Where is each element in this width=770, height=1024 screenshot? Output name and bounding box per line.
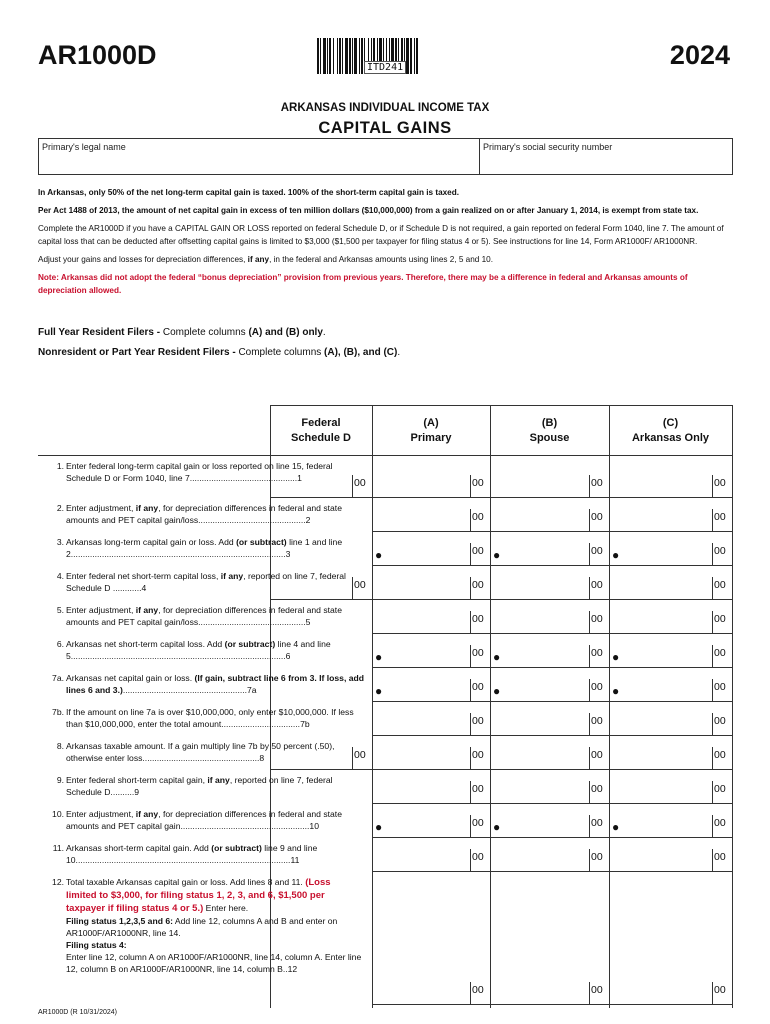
note-adjust: Adjust your gains and losses for depreciation differences, if any, in the federal and Arkansas amounts using lines 2, 5 and 10. (38, 255, 493, 264)
col-c-amount-field[interactable]: 00 (714, 749, 726, 761)
col-a-amount-field[interactable]: 00 (472, 749, 484, 761)
col-a-amount-field[interactable]: 00 (472, 783, 484, 795)
barcode-code: ITD241 (364, 61, 406, 74)
line-number: 7a. (52, 673, 64, 683)
cents-divider (712, 475, 713, 497)
form-footer: AR1000D (R 10/31/2024) (38, 1009, 117, 1016)
cents-divider (712, 713, 713, 735)
cents-divider (470, 747, 471, 769)
col-c-amount-field[interactable]: 00 (714, 647, 726, 659)
entry-rule (372, 497, 490, 498)
col-c-amount-field[interactable]: 00 (714, 851, 726, 863)
entry-rule (270, 769, 372, 770)
bullet-marker: ● (612, 650, 620, 664)
cents-divider (589, 509, 590, 531)
tax-year: 2024 (669, 40, 730, 70)
cents-divider (589, 713, 590, 735)
form-subtitle: ARKANSAS INDIVIDUAL INCOME TAX (280, 102, 490, 114)
cents-divider (470, 543, 471, 565)
note-complete: Complete the AR1000D if you have a CAPITAL GAIN OR LOSS reported on federal Schedule D, or if Schedule D is not required, a gain reported on federal Form 1040, line 7. The amount of capital loss that can be deducted after offsetting capital gains is limited to $3,000 ($1,500 per taxpayer for filing status 4 or 5). See instructions for line 14, Form AR1000F/ AR1000NR. (38, 224, 724, 246)
entry-rule (490, 531, 609, 532)
col-a-header: (A) Primary (410, 417, 452, 444)
line-description: Enter federal long-term capital gain or loss reported on line 15, federal Schedule D or Form 1040, line 7.............................................1 (66, 461, 333, 483)
line-number: 5. (56, 605, 64, 615)
col-a-amount-field[interactable]: 00 (472, 545, 484, 557)
col-b-amount-field[interactable]: 00 (591, 783, 603, 795)
line-number: 10. (52, 809, 64, 819)
cents-divider (712, 543, 713, 565)
entry-rule (490, 1004, 609, 1005)
entry-rule (490, 769, 609, 770)
bullet-marker: ● (612, 684, 620, 698)
entry-rule (609, 803, 732, 804)
col-a-amount-field[interactable]: 00 (472, 681, 484, 693)
cents-divider (470, 611, 471, 633)
line-number: 12. (52, 877, 64, 887)
cents-divider (470, 815, 471, 837)
cents-divider (470, 645, 471, 667)
line-number: 11. (52, 843, 64, 853)
cents-divider (470, 577, 471, 599)
col-c-amount-field[interactable]: 00 (714, 511, 726, 523)
cents-divider (352, 747, 353, 769)
col-b-amount-field[interactable]: 00 (591, 715, 603, 727)
cents-divider (352, 475, 353, 497)
bullet-marker: ● (493, 684, 501, 698)
col-b-amount-field[interactable]: 00 (591, 851, 603, 863)
cents-divider (712, 849, 713, 871)
table-top-rule (270, 405, 732, 406)
cents-divider (470, 475, 471, 497)
entry-rule (609, 701, 732, 702)
col-b-amount-field[interactable]: 00 (591, 579, 603, 591)
entry-rule (372, 803, 490, 804)
entry-rule (490, 803, 609, 804)
line-description: Arkansas taxable amount. If a gain multiply line 7b by 50 percent (.50), otherwise enter loss.................................................8 (66, 741, 335, 763)
cents-divider (470, 982, 471, 1004)
entry-rule (609, 667, 732, 668)
note-bonus-depreciation: Note: Arkansas did not adopt the federal “bonus depreciation” provision from previous years. Therefore, there may be a difference in federal and Arkansas amounts of depreciation allowed. (38, 273, 688, 295)
name-ssn-box (38, 138, 733, 175)
col-b-amount-field[interactable]: 00 (591, 511, 603, 523)
line-number: 8. (56, 741, 64, 751)
cents-divider (712, 679, 713, 701)
entry-rule (609, 565, 732, 566)
col-a-amount-field[interactable]: 00 (472, 647, 484, 659)
cents-divider (589, 982, 590, 1004)
entry-rule (372, 599, 490, 600)
cents-divider (589, 747, 590, 769)
entry-rule (372, 531, 490, 532)
bullet-marker: ● (375, 820, 383, 834)
entry-rule (490, 667, 609, 668)
entry-rule (609, 769, 732, 770)
col-b-amount-field[interactable]: 00 (591, 749, 603, 761)
cents-divider (712, 577, 713, 599)
ssn-label: Primary's social security number (483, 142, 613, 152)
line-description: Enter adjustment, if any, for depreciation differences in federal and state amounts and PET capital gain/loss.............................................5 (66, 605, 342, 627)
entry-rule (490, 599, 609, 600)
col-c-amount-field[interactable]: 00 (714, 783, 726, 795)
entry-rule (490, 633, 609, 634)
header-rule (38, 455, 732, 456)
col-a-amount-field[interactable]: 00 (472, 477, 484, 489)
cents-divider (470, 849, 471, 871)
entry-rule (609, 531, 732, 532)
cents-divider (712, 645, 713, 667)
entry-rule (609, 871, 732, 872)
line-description: Arkansas net short-term capital loss. Add (or subtract) line 4 and line 5..........................................................................................6 (66, 639, 331, 661)
line-description: Total taxable Arkansas capital gain or loss. Add lines 8 and 11. (Loss limited to $3,000, for filing status 1, 2, 3, and 6, $1,500 per taxpayer if filing status 4 or 5.) Enter here. Filing status 1,2,3,5 and 6: Add line 12, columns A and B and enter on AR1000F/AR1000NR, line 14. Filing status 4: Enter line 12, column A on AR1000F/AR1000NR, line 14, column A. Enter line 12, column B on AR1000F/AR1000NR, line 14, column B..12 (66, 877, 362, 974)
entry-rule (372, 735, 490, 736)
note-act-1488: Per Act 1488 of 2013, the amount of net capital gain in excess of ten million dollars ($10,000,000) from a gain realized on or after January 1, 2014, is exempt from state tax. (38, 206, 699, 215)
cents-divider (470, 713, 471, 735)
line-number: 4. (56, 571, 64, 581)
cents-divider (589, 475, 590, 497)
cents-divider (589, 577, 590, 599)
col-c-amount-field[interactable]: 00 (714, 681, 726, 693)
cents-divider (589, 781, 590, 803)
entry-rule (372, 565, 490, 566)
cents-divider (470, 679, 471, 701)
col-a-amount-field[interactable]: 00 (472, 984, 484, 996)
cents-divider (589, 815, 590, 837)
col-c-amount-field[interactable]: 00 (714, 715, 726, 727)
col-c-amount-field[interactable]: 00 (714, 613, 726, 625)
col-federal-amount-field[interactable]: 00 (354, 477, 366, 489)
nonresident-filers: Nonresident or Part Year Resident Filers - Complete columns (A), (B), and (C). (38, 347, 401, 358)
entry-rule (372, 1004, 490, 1005)
entry-rule (490, 871, 609, 872)
cents-divider (589, 679, 590, 701)
entry-rule (609, 497, 732, 498)
cents-divider (589, 543, 590, 565)
col-b-amount-field[interactable]: 00 (591, 613, 603, 625)
entry-rule (270, 599, 372, 600)
col-a-amount-field[interactable]: 00 (472, 817, 484, 829)
col-b-amount-field[interactable]: 00 (591, 681, 603, 693)
cents-divider (712, 509, 713, 531)
cents-divider (712, 611, 713, 633)
line-number: 1. (56, 461, 64, 471)
entry-rule (372, 871, 490, 872)
col-c-amount-field[interactable]: 00 (714, 545, 726, 557)
line-description: Enter adjustment, if any, for depreciation differences in federal and state amounts and PET capital gain/loss.............................................2 (66, 503, 342, 525)
entry-rule (609, 837, 732, 838)
entry-rule (609, 735, 732, 736)
col-c-amount-field[interactable]: 00 (714, 579, 726, 591)
cents-divider (470, 509, 471, 531)
col-c-amount-field[interactable]: 00 (714, 817, 726, 829)
entry-rule (372, 769, 490, 770)
col-b-amount-field[interactable]: 00 (591, 817, 603, 829)
cents-divider (352, 577, 353, 599)
line-number: 9. (56, 775, 64, 785)
capital-gains-table (38, 405, 732, 1008)
line-description: Enter adjustment, if any, for depreciation differences in federal and state amounts and PET capital gain......................................................10 (66, 809, 342, 831)
note-50-percent: In Arkansas, only 50% of the net long-term capital gain is taxed. 100% of the short-term capital gain is taxed. (38, 188, 460, 197)
cents-divider (589, 611, 590, 633)
line-number: 2. (56, 503, 64, 513)
bullet-marker: ● (375, 684, 383, 698)
bullet-marker: ● (375, 548, 383, 562)
entry-rule (490, 735, 609, 736)
col-c-amount-field[interactable]: 00 (714, 984, 726, 996)
col-rule (372, 405, 373, 1008)
col-federal-header: Federal Schedule D (291, 417, 351, 444)
bullet-marker: ● (493, 650, 501, 664)
bullet-marker: ● (493, 820, 501, 834)
line-number: 7b. (52, 707, 64, 717)
line-description: If the amount on line 7a is over $10,000,000, only enter $10,000,000. If less than $10,000,000, enter the total amount.................................7b (66, 707, 354, 729)
form-title: CAPITAL GAINS (318, 119, 452, 137)
cents-divider (712, 982, 713, 1004)
col-c-amount-field[interactable]: 00 (714, 477, 726, 489)
col-b-amount-field[interactable]: 00 (591, 647, 603, 659)
cents-divider (712, 747, 713, 769)
instructions (38, 186, 732, 302)
entry-rule (372, 633, 490, 634)
col-rule (490, 405, 491, 1008)
cents-divider (589, 849, 590, 871)
col-a-amount-field[interactable]: 00 (472, 851, 484, 863)
line-description: Enter federal short-term capital gain, if any, reported on line 7, federal Schedule D..........9 (66, 775, 333, 797)
bullet-marker: ● (612, 820, 620, 834)
col-federal-amount-field[interactable]: 00 (354, 749, 366, 761)
line-description: Enter federal net short-term capital loss, if any, reported on line 7, federal Schedule D ............4 (66, 571, 346, 593)
cents-divider (470, 781, 471, 803)
entry-rule (372, 667, 490, 668)
cents-divider (589, 645, 590, 667)
line-description: Arkansas long-term capital gain or loss. Add (or subtract) line 1 and line 2..........................................................................................3 (66, 537, 343, 559)
col-a-amount-field[interactable]: 00 (472, 613, 484, 625)
col-rule (609, 405, 610, 1008)
bullet-marker: ● (375, 650, 383, 664)
entry-rule (609, 1004, 732, 1005)
cents-divider (712, 815, 713, 837)
entry-rule (609, 633, 732, 634)
col-a-amount-field[interactable]: 00 (472, 511, 484, 523)
col-b-amount-field[interactable]: 00 (591, 984, 603, 996)
line-number: 3. (56, 537, 64, 547)
entry-rule (270, 497, 372, 498)
full-year-filers: Full Year Resident Filers - Complete columns (A) and (B) only. (38, 327, 326, 338)
line-description: Arkansas short-term capital gain. Add (or subtract) line 9 and line 10..........................................................................................11 (66, 843, 318, 865)
entry-rule (490, 837, 609, 838)
bullet-marker: ● (493, 548, 501, 562)
col-a-amount-field[interactable]: 00 (472, 579, 484, 591)
col-c-header: (C) Arkansas Only (631, 417, 710, 444)
legal-name-label: Primary's legal name (42, 142, 126, 152)
col-a-amount-field[interactable]: 00 (472, 715, 484, 727)
entry-rule (490, 701, 609, 702)
entry-rule (490, 497, 609, 498)
col-b-header: (B) Spouse (529, 417, 570, 444)
col-federal-amount-field[interactable]: 00 (354, 579, 366, 591)
bullet-marker: ● (612, 548, 620, 562)
col-b-amount-field[interactable]: 00 (591, 545, 603, 557)
entry-rule (609, 599, 732, 600)
col-rule (732, 405, 733, 1008)
entry-rule (372, 837, 490, 838)
col-b-amount-field[interactable]: 00 (591, 477, 603, 489)
line-number: 6. (56, 639, 64, 649)
entry-rule (372, 701, 490, 702)
form-id: AR1000D (38, 40, 157, 70)
entry-rule (490, 565, 609, 566)
cents-divider (712, 781, 713, 803)
line-description: Arkansas net capital gain or loss. (If gain, subtract line 6 from 3. If loss, add lines 6 and 3.)....................................................7a (66, 673, 365, 695)
